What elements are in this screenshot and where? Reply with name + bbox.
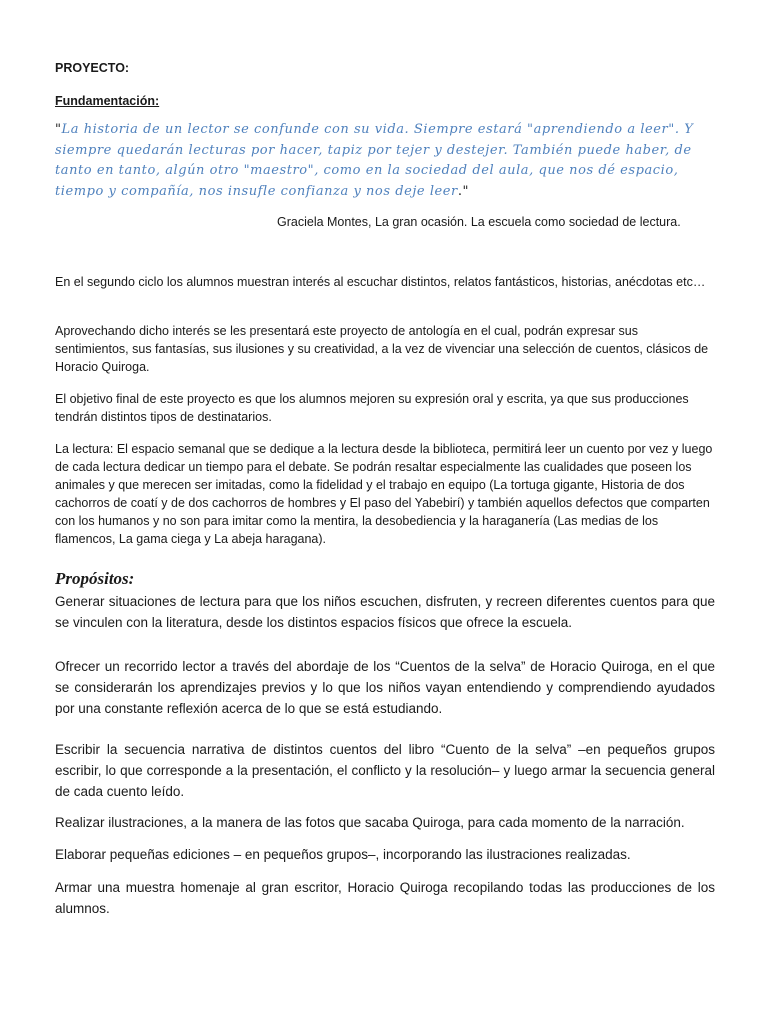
project-label: PROYECTO: <box>55 61 130 75</box>
proposito-item: Generar situaciones de lectura para que los niños escuchen, disfruten, y recreen diferentes cuentos para que se vinculen con la literatura, desde los distintos espacios físicos que ofrece la escuela. <box>55 594 715 630</box>
quote-open-mark: " <box>55 122 62 137</box>
proposito-item: Realizar ilustraciones, a la manera de las fotos que sacaba Quiroga, para cada momento de la narración. <box>55 815 685 830</box>
epigraph-quote <box>55 120 715 202</box>
proposito-item: Escribir la secuencia narrativa de distintos cuentos del libro “Cuento de la selva” –en pequeños grupos escribir, lo que corresponde a la presentación, el conflicto y la resolución– y luego armar la secuencia general de cada cuento leído. <box>55 742 715 799</box>
quote-attribution: Graciela Montes, La gran ocasión. La escuela como sociedad de lectura. <box>277 215 681 229</box>
paragraph-antologia: Aprovechando dicho interés se les presentará este proyecto de antología en el cual, podrán expresar sus sentimientos, sus fantasías, sus ilusiones y su creatividad, a la vez de vivenciar una selección de cuentos, clásicos de Horacio Quiroga. <box>55 324 709 374</box>
quote-close-mark: ." <box>457 183 470 199</box>
propositos-heading: Propósitos: <box>55 569 135 588</box>
proposito-item: Ofrecer un recorrido lector a través del abordaje de los “Cuentos de la selva” de Horacio Quiroga, en el que se considerarán los aprendizajes previos y lo que los niños vayan entendiendo y comprendiendo ayudados por una constante reflexión acerca de lo que se está estudiando. <box>55 659 715 716</box>
paragraph-intro: En el segundo ciclo los alumnos muestran interés al escuchar distintos, relatos fantásticos, historias, anécdotas etc… <box>55 275 706 289</box>
proposito-item: Elaborar pequeñas ediciones – en pequeños grupos–, incorporando las ilustraciones realizadas. <box>55 847 631 862</box>
fundamentacion-heading: Fundamentación: <box>55 94 160 108</box>
paragraph-objetivo: El objetivo final de este proyecto es que los alumnos mejoren su expresión oral y escrita, ya que sus producciones tendrán distintos tipos de destinatarios. <box>55 392 689 424</box>
quote-text: La historia de un lector se confunde con su vida. Siempre estará "aprendiendo a leer". Y siempre quedarán lecturas por hacer, tapiz por tejer y destejer. También puede haber, de tanto en tanto, algún otro "maestro", como en la sociedad del aula, que nos dé espacio, tiempo y compañía, nos insufle confianza y nos deje leer <box>55 122 694 199</box>
proposito-item: Armar una muestra homenaje al gran escritor, Horacio Quiroga recopilando todas las producciones de los alumnos. <box>55 880 715 916</box>
paragraph-lectura: La lectura: El espacio semanal que se dedique a la lectura desde la biblioteca, permitirá leer un cuento por vez y luego de cada lectura dedicar un tiempo para el debate. Se podrán resaltar especialmente las cualidades que poseen los animales y que merecen ser imitadas, como la fidelidad y el trabajo en equipo (La tortuga gigante, Historia de dos cachorros de coatí y de dos cachorros de hombres y El paso del Yabebirí) y también aquellos defectos que comparten con los humanos y no son para imitar como la mentira, la desobediencia y la haraganería (Las medias de los flamencos, La gama ciega y La abeja haragana). <box>55 442 713 546</box>
